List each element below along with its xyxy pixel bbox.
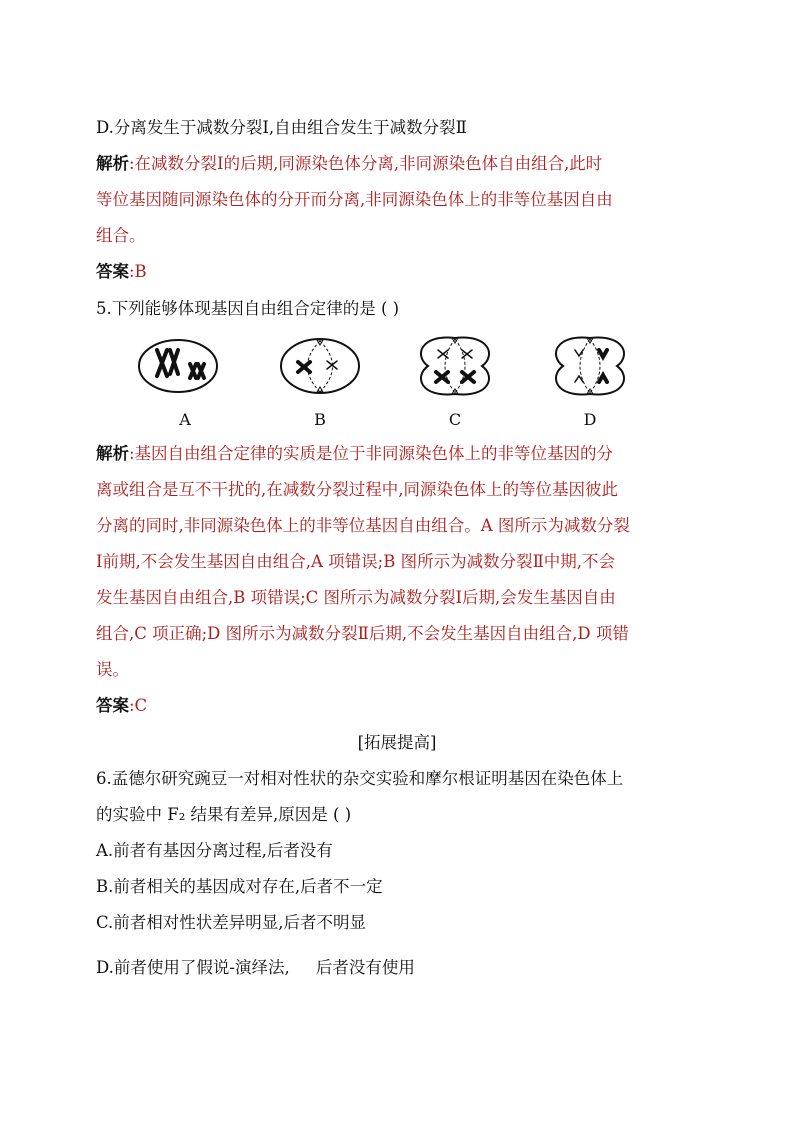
q6-stem-line-1: 6.孟德尔研究豌豆一对相对性状的杂交实验和摩尔根证明基因在染色体上	[96, 769, 624, 788]
q5-answer-value: :C	[129, 696, 148, 715]
q4-analysis-line-1: 解析:在减数分裂Ⅰ的后期,同源染色体分离,非同源染色体自由组合,此时	[96, 154, 603, 173]
figure-label-a: A	[179, 410, 191, 429]
q6-option-a: A.前者有基因分离过程,后者没有	[96, 841, 333, 860]
q6-stem-line-2: 的实验中 F₂ 结果有差异,原因是 ( )	[96, 805, 352, 824]
q4-option-d: D.分离发生于减数分裂Ⅰ,自由组合发生于减数分裂Ⅱ	[96, 118, 467, 137]
q5-figure-row	[130, 332, 690, 432]
figure-c-cell	[400, 332, 510, 427]
q5-analysis-line-5: 发生基因自由组合,B 项错误;C 图所示为减数分裂Ⅰ后期,会发生基因自由	[96, 588, 616, 607]
q5-analysis-line-1: 解析:基因自由组合定律的实质是位于非同源染色体上的非等位基因的分	[96, 444, 614, 463]
q5-analysis-line-4: Ⅰ前期,不会发生基因自由组合,A 项错误;B 图所示为减数分裂Ⅱ中期,不会	[96, 552, 616, 571]
figure-a-cell	[130, 332, 240, 427]
q6-option-c: C.前者相对性状差异明显,后者不明显	[96, 913, 367, 932]
figure-label-b: B	[314, 410, 326, 429]
q5-stem: 5.下列能够体现基因自由组合定律的是 ( )	[96, 299, 400, 318]
figure-label-c: C	[448, 410, 462, 429]
q5-analysis-label: 解析	[96, 444, 129, 463]
q5-answer	[96, 695, 147, 717]
q5-analysis-line-6: 组合,C 项正确;D 图所示为减数分裂Ⅱ后期,不会发生基因自由组合,D 项错	[96, 624, 629, 643]
cell-diagram-d	[535, 332, 645, 402]
q6-option-d: D.前者使用了假说-演绎法, 后者没有使用	[96, 958, 415, 977]
q4-analysis-line-2: 等位基因随同源染色体的分开而分离,非同源染色体上的非等位基因自由	[96, 190, 613, 209]
cell-diagram-a	[130, 332, 240, 402]
q5-analysis-line-2: 离或组合是互不干扰的,在减数分裂过程中,同源染色体上的等位基因彼此	[96, 480, 618, 499]
figure-b-cell	[265, 332, 375, 427]
figure-label-d: D	[583, 410, 597, 429]
q5-analysis-line-7: 误。	[96, 660, 129, 679]
q6-option-b: B.前者相关的基因成对存在,后者不一定	[96, 877, 383, 896]
q5-answer-label: 答案	[96, 696, 129, 715]
section-title: [拓展提高]	[357, 733, 437, 752]
q4-analysis-line-3: 组合。	[96, 226, 146, 245]
q4-answer-label: 答案	[96, 262, 129, 281]
q4-analysis-label: 解析	[96, 154, 129, 173]
cell-diagram-c	[400, 332, 510, 402]
figure-d-cell	[535, 332, 645, 427]
q4-answer	[96, 261, 147, 283]
q5-analysis-line-3: 分离的同时,非同源染色体上的非等位基因自由组合。A 图所示为减数分裂	[96, 516, 630, 535]
q4-answer-value: :B	[129, 262, 147, 281]
cell-diagram-b	[265, 332, 375, 402]
